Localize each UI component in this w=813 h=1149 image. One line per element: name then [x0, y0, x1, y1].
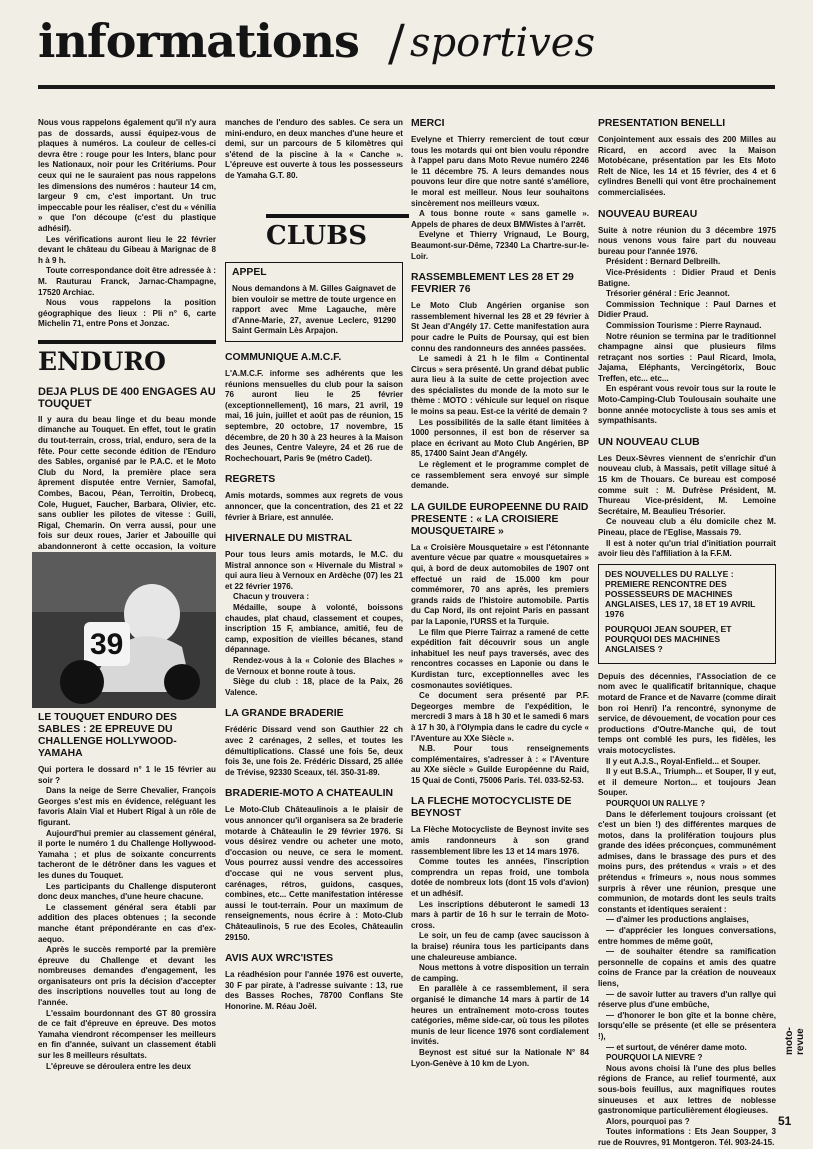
merci-title: MERCI: [411, 118, 445, 129]
appel-body: Nous demandons à M. Gilles Gaignavet de bien vouloir se mettre de toute urgence en rapport avec Mme Lagauche, mère d'Anne-Marie, 27, avenue Leclerc, 91290 Saint Germain Lès Arpajon.: [232, 284, 396, 336]
column-4: [598, 118, 776, 1147]
page-header: [0, 0, 813, 112]
amcf-title: COMMUNIQUE A.M.C.F.: [225, 351, 342, 363]
enduro-title: DEJA PLUS DE 400 ENGAGES AU TOUQUET: [38, 385, 216, 410]
rallye-para: — d'honorer le bon gîte et la bonne chère, lorsqu'elle se présente (et elle se présentera !),: [598, 1010, 776, 1041]
mistral-para: Médaille, soupe à volonté, boissons chaudes, plat chaud, classement et coupes, inscription 15 F, ambiance, amitié, feu de camp, exposition de vieilles bécanes, stand dépannage.: [225, 603, 403, 655]
col1-para: Toute correspondance doit être adressée à : M. Rauturau Franck, Jarnac-Champagne, 17520 Archiac.: [38, 266, 216, 297]
col1-para: Nous vous rappelons la position géographique des lieux : Pli n° 6, carte Michelin 71, entre Pons et Jonzac.: [38, 298, 216, 329]
touquet-para: L'essaim bourdonnant des GT 80 grossira de ce fait d'épreuve en épreuve. Des motos Yamaha viendront récompenser les meilleurs en fin d'année, suivant un classement établi sur les 8 meilleurs résultats.: [38, 1008, 216, 1061]
fleche-para: La Flèche Motocycliste de Beynost invite ses amis randonneurs à son grand rassemblement libre les 13 et 14 mars 1976.: [411, 825, 589, 856]
enduro-photo: [32, 552, 216, 708]
touquet-para: Après le succès remporté par la première épreuve du Challenge et devant les nombreuses demandes d'engagement, les organisateurs ont pris la décision d'accepter des inscriptions nouvelles tout au long de l'année.: [38, 945, 216, 1008]
rassemblement-para: Le Moto Club Angérien organise son rassemblement hivernal les 28 et 29 février à St Jean d'Angély 17. Cette manifestation aura pour cadre le Puits de Poursay, qui est bien connu des randonneurs des années passées.: [411, 301, 589, 353]
rallye-para: POURQUOI UN RALLYE ?: [606, 798, 706, 808]
touquet-title: LE TOUQUET ENDURO DES SABLES : 2E EPREUVE DU CHALLENGE HOLLYWOOD-YAMAHA: [38, 712, 177, 759]
chateaulin-title: BRADERIE-MOTO A CHATEAULIN: [225, 788, 393, 800]
rallye-para: Toutes informations : Ets Jean Soupper, 3 rue de Rouvres, 91 Montgeron. Tél. 903-24-15.: [598, 1127, 776, 1147]
fleche-para: Le soir, un feu de camp (avec saucisson à la braise) réunira tous les participants dans une chaleureuse ambiance.: [411, 931, 589, 962]
touquet-para: Qui portera le dossard n° 1 le 15 février au soir ?: [38, 765, 216, 785]
header-rule: [38, 85, 775, 89]
merci-para: A tous bonne route « sans gamelle ». Appels de phares de deux BMWistes à l'arrêt.: [411, 209, 589, 229]
nouveau-club-para: Ce nouveau club a élu domicile chez M. Pineau, place de l'Eglise, Massais 79.: [598, 517, 776, 537]
guilde-para: N.B. Pour tous renseignements complémentaires, s'adresser à : « l'Aventure au XXe siècle » Guilde Européenne du Raid, 15 Quai de Conti, 75006 Paris. Tél. 033-52-53.: [411, 744, 589, 785]
amcf-body: L'A.M.C.F. informe ses adhérents que les réunions mensuelles du club pour la saison 76 auront lieu le 25 février (exceptionnellement), 16 mars, 21 avril, 19 mai, 16 juin, juillet et août pas de réunion, 15 septembre, 20 octobre, 17 novembre, 15 décembre, de 20 h 30 à 23 heures à la Maison des Jeunes, Centre Valeyre, 24 et 26 rue de Rochechouart, Paris 9e (métro Cadet).: [225, 368, 403, 463]
rallye-para: — d'apprécier les longues conversations, entre hommes de même goût,: [598, 926, 776, 946]
nouveau-club-para: Il est à noter qu'un trial d'initiation pourrait avoir lieu dès l'affiliation à la F.F.M.: [598, 538, 776, 559]
fleche-para: Comme toutes les années, l'inscription comprendra un repas froid, une tombola dotée de nombreux lots (dont 15 vols d'avion) et un adhésif.: [411, 857, 589, 899]
rassemblement-para: Le règlement et le programme complet de ce rassemblement sera envoyé sur simple demande.: [411, 460, 589, 491]
braderie-body: Frédéric Dissard vend son Gauthier 22 ch avec 2 carénages, 2 selles, et toutes les démultiplications. Classé une fois 5e, deux fois 3e, une fois 2e. Frédéric Dissard, 25 allée de Trévise, 92330 Sceaux, tél. 350-31-89.: [225, 725, 403, 777]
guilde-para: Ce document sera présenté par P.F. Degeorges membre de l'expédition, le mercredi 3 mars à 18 h 30 et le samedi 6 mars à 17 h 30, à l'Olympia dans le cadre du cycle « l'Aventure au XXe Siècle ».: [411, 691, 589, 743]
mistral-para: Siège du club : 18, place de la Paix, 26 Valence.: [225, 677, 403, 697]
page-number: 51: [778, 1114, 792, 1128]
mistral-para: Pour tous leurs amis motards, le M.C. du Mistral annonce son « Hivernale du Mistral » qui aura lieu à Vernoux en Ardèche (07) les 21 et 22 février 1976.: [225, 550, 403, 591]
col2-intro-para: manches de l'enduro des sables. Ce sera un mini-enduro, en deux manches d'une heure et demi, sur un parcours de 5 kilomètres qui s'étend de la piscine à la « Canche ». L'épreuve est ouverte à tous les possesseurs de Yamaha G.T. 80.: [225, 118, 403, 180]
benelli-body: Conjointement aux essais des 200 Milles au Ricard, en accord avec la Maison Motobécane, présentation par les Ets Moto Relt de Nice, les 14 et 15 février, des 4 et 6 cylindres Benelli qui vont être prochainement commercialisées.: [598, 135, 776, 197]
rallye-para: — de savoir lutter au travers d'un rallye qui réserve plus d'une embûche,: [598, 989, 776, 1010]
clubs-banner: CLUBS: [266, 214, 409, 251]
column-2-intro: [225, 118, 403, 200]
bureau-para: En espérant vous revoir tous sur la route le Moto-Camping-Club Toulousain souhaite une bonne année motocycliste à tous ses amis et sympathisants.: [598, 384, 776, 426]
rallye-para: Alors, pourquoi pas ?: [606, 1116, 690, 1126]
rassemblement-para: Les possibilités de la salle étant limitées à 1000 personnes, il est bon de réserver sa place en écrivant au Moto Club Angérien, BP 85, 17400 Saint Jean d'Angély.: [411, 417, 589, 459]
rallye-para: Nous avons choisi là l'une des plus belles régions de France, au relief tourmenté, aux sous-bois feuillus, aux magnifiques routes sinueuses et aux lettres de noblesse gastronomique particulièrement élogieuses.: [598, 1063, 776, 1116]
rallye-para: Il y eut B.S.A., Triumph... et Souper, Il y eut, et il demeure Norton... et toujours Jean Souper.: [598, 767, 776, 798]
rallye-para: — et surtout, de vénérer dame moto.: [606, 1042, 747, 1052]
header-slash: /: [388, 14, 405, 72]
column-1: [38, 118, 216, 551]
touquet-para: Dans la neige de Serre Chevalier, François Georges s'est mis en évidence, reléguant les favoris Alain Vial et Hubert Rigal à un rôle de figurant.: [38, 786, 216, 827]
column-3: [411, 118, 589, 1113]
merci-para: Evelyne et Thierry remercient de tout cœur tous les motards qui ont bien voulu répondre à l'appel paru dans Moto Revue numéro 2246 le 11 décembre 75. A leurs demandes nous pouvons leur dire que notre santé s'améliore, le moral est meilleur. Nous leur souhaitons sincèrement nos meilleurs vœux.: [411, 135, 589, 208]
fleche-para: Les inscriptions débuteront le samedi 13 mars à partir de 16 h sur le terrain de Moto-cross.: [411, 899, 589, 930]
bureau-para: Président : Bernard Delbreilh.: [606, 257, 721, 267]
svg-text:39: 39: [90, 628, 124, 661]
nouveau-club-para: Les Deux-Sèvres viennent de s'enrichir d'un nouveau club, à Massais, petit village situé à 15 km de Thouars. Ce bureau est composé comme suit : M. Dufrèse Président, M. Thureau Vice-président, M. Lemoine Secrétaire, M. Beaulieu Trésorier.: [598, 453, 776, 516]
bureau-para: Trésorier général : Eric Jeannot.: [606, 289, 730, 299]
regrets-body: Amis motards, sommes aux regrets de vous annoncer, que la concentration, des 21 et 22 février à Briare, est annulée.: [225, 491, 403, 522]
bureau-para: Notre réunion se termina par le traditionnel champagne ainsi que plusieurs films retraçant nos sorties : Paul Ricard, Imola, Jajama, Eléphants, Vercingétorix, Bouc Treffen, etc... etc...: [598, 331, 776, 383]
braderie-title: LA GRANDE BRADERIE: [225, 708, 344, 720]
guilde-para: Le film que Pierre Tairraz a ramené de cette expédition fait découvrir sous un angle inhabituel les neuf pays traversés, avec des rencontres cocasses en Laponie ou dans le Kurdistan turc, exceptionnelles avec les cosmonautes soviétiques.: [411, 627, 589, 690]
rallye-para: Depuis des décennies, l'Association de ce nom avec le qualificatif britannique, chaque motard de France et de Navarre (comme dirait bon roi Henri) l'a rencontré, synonyme de service, de dévouement, de vocation pour ces productions d'Outre-Manche qui, de tout temps ont comblé les purs, les fidèles, les vrais motocyclistes.: [598, 671, 776, 755]
fleche-para: En parallèle à ce rassemblement, il sera organisé le dimanche 14 mars à partir de 14 heures un entraînement moto-cross toutes catégories, même side-car, où tous les pilotes munis de leur licence 1976 sont cordialement invités.: [411, 984, 589, 1047]
merci-para: Evelyne et Thierry Vrignaud, Le Bourg, Beaumont-sur-Dême, 72340 La Chartre-sur-le-Loir.: [411, 230, 589, 261]
fleche-title: LA FLECHE MOTOCYCLISTE DE BEYNOST: [411, 796, 572, 820]
regrets-title: REGRETS: [225, 474, 276, 486]
rallye-para: — de souhaiter étendre sa ramification personnelle de copains et amis des quatre coins de France par la création de nouveaux liens,: [598, 947, 776, 988]
header-title-sportives: sportives: [410, 20, 595, 66]
rallye-subtitle: POURQUOI JEAN SOUPER, ET POURQUOI DES MACHINES ANGLAISES ?: [605, 623, 732, 654]
col1-para: Les vérifications auront lieu le 22 février devant le château du Gibeau à Marignac de 8 h à 9 h.: [38, 234, 216, 265]
bureau-para: Vice-Présidents : Didier Praud et Denis Batigne.: [598, 267, 776, 288]
bureau-title: NOUVEAU BUREAU: [598, 208, 698, 220]
chateaulin-body: Le Moto-Club Châteaulinois a le plaisir de vous annoncer qu'il organisera sa 2e braderie motarde à Châteaulin le 29 février 1976. Si vous désirez vendre ou acheter une moto, d'occasion ou neuve, ce sera le moment. Vous pourrez aussi vendre des accessoires d'occase qui ne vous servent plus, carénages, rétros, guidons, casques, combines, etc... Cette manifestation intéresse aussi le tout-terrain. Pour un maximum de renseignements, nous écrire à : Moto-Club Châteaulinois, 5 rue des Ecoles, Châteaulin 29150.: [225, 805, 403, 942]
nouveau-club-title: UN NOUVEAU CLUB: [598, 436, 700, 448]
guilde-para: La « Croisière Mousquetaire » est l'étonnante aventure vécue par quatre « mousquetaires » qui, à bord de deux automobiles de 1907 ont effectué un raid de 15.000 km pour commémorer, 70 ans après, les premiers grands raids de l'histoire automobile. Partis du Cap Nord, ils ont rejoint Paris en passant par la Laponie, l'URSS et la Turquie.: [411, 542, 589, 626]
wrc-title: AVIS AUX WRC'ISTES: [225, 953, 334, 965]
fleche-para: Nous mettons à votre disposition un terrain de camping.: [411, 963, 589, 983]
rassemblement-para: Le samedi à 21 h le film « Continental Circus » sera présenté. Un grand débat public aura lieu à la suite de cette projection avec des spécialistes du monde de la moto sur le thème : MOTO : véhicule sur lequel on risque le moins sa peau. Est-ce la vérité de demain ?: [411, 354, 589, 417]
appel-box: [225, 262, 403, 342]
rassemblement-title: RASSEMBLEMENT LES 28 ET 29 FEVRIER 76: [411, 272, 574, 296]
rallye-box: [598, 564, 776, 664]
col1-para: Nous vous rappelons également qu'il n'y aura pas de dossards, aussi équipez-vous de plaques à numéros. La couleur de celles-ci devra être : rouge pour les Inters, blanc pour les Nationaux, noir pour les Critériums. Pour ceux qui ne le sauraient pas nous rappelons les dimensions des numéros : hauteur 14 cm, largeur 9 cm, c'est important. Un truc impeccable pour les réaliser, c'est du « vénilia » que l'on découpe (c'est du plastique adhésif).: [38, 118, 216, 233]
rallye-para: Il y eut A.J.S., Royal-Enfield... et Souper.: [606, 756, 761, 766]
rallye-box-title: DES NOUVELLES DU RALLYE : PREMIERE RENCONTRE DES POSSESSEURS DE MACHINES ANGLAISES, LES 17, 18 ET 19 AVRIL 1976: [605, 568, 756, 619]
touquet-para: Aujourd'hui premier au classement général, il porte le numéro 1 du Challenge Hollywood-Yamaha ; et plus de soixante concurrents tacheront de le détrôner dans les vagues et les dunes du Touquet.: [38, 828, 216, 880]
enduro-banner: ENDURO: [38, 340, 216, 376]
header-title-informations: informations: [38, 14, 359, 68]
appel-title: APPEL: [232, 267, 267, 278]
motorcycle-rider-photo: [32, 552, 216, 708]
rallye-para: Dans le déferlement toujours croissant (et c'est un bien !) des différentes marques de motos, dans la prolifération toujours plus grande des idées préconçues, communément admises, dans le brassage des purs et des moins purs, des prétendus « vrais » et des prétendus « frimeurs », nous nous sommes surpris à rêver une réunion, presque une communion, de motards dont les seuls traits constants et identiques seraient :: [598, 809, 776, 914]
touquet-para: L'épreuve se déroulera entre les deux: [46, 1061, 191, 1071]
bureau-para: Commission Tourisme : Pierre Raynaud.: [606, 320, 762, 330]
touquet-para: Le classement général sera établi par addition des places obtenues ; la seconde manche étant prépondérante en cas d'ex-aequo.: [38, 902, 216, 944]
mistral-title: HIVERNALE DU MISTRAL: [225, 533, 352, 545]
wrc-body: La réadhésion pour l'année 1976 est ouverte, 30 F par pirate, à l'adresse suivante : 13, rue des Basses Roches, 78700 Conflans Ste Honorine. M. Réau Joël.: [225, 970, 403, 1011]
bureau-para: Commission Technique : Paul Darnes et Didier Praud.: [598, 299, 776, 320]
enduro-body: Il y aura du beau linge et du beau monde dimanche au Touquet. En effet, tout le gratin du tout-terrain, cross, trial, enduro, sera de la fête. Pour cette seconde édition de l'Enduro des Sables, organisé par le P.A.C. et le Moto Club du Nord, la première place sera âprement disputée entre Vernier, Samofal, Combes, Bacou, Péan, Terroitin, Drobecq, Cole, Huguet, Faucher, Barbara, Olivier, etc. sans oublier les pilotes de vitesse : Guili, Rigal, Chemarin. On verra aussi, pour une fois sur deux roues, Jarier et Jabouille qui abandonneront à cette occasion, la voiture: [38, 414, 216, 551]
rallye-para: POURQUOI LA NIEVRE ?: [606, 1053, 703, 1063]
fleche-para: Beynost est situé sur la Nationale N° 84 Lyon-Genève à 10 km de Lyon.: [411, 1047, 589, 1068]
magazine-name: moto-revue: [784, 1027, 806, 1055]
bureau-para: Suite à notre réunion du 3 décembre 1975 nous venons vous faire part du nouveau bureau pour l'année 1976.: [598, 225, 776, 256]
column-2: [225, 258, 403, 1113]
touquet-para: Les participants du Challenge disputeront donc deux manches, d'une heure chacune.: [38, 881, 216, 902]
mistral-para: Rendez-vous à la « Colonie des Blaches » de Vernoux et bonne route à tous.: [225, 656, 403, 676]
mistral-para: Chacun y trouvera :: [233, 592, 310, 602]
rallye-para: — d'aimer les productions anglaises,: [606, 915, 749, 925]
guilde-title: LA GUILDE EUROPEENNE DU RAID PRESENTE : « LA CROISIERE MOUSQUETAIRE »: [411, 501, 589, 537]
column-1-lower: [38, 712, 216, 1112]
benelli-title: PRESENTATION BENELLI: [598, 118, 726, 129]
